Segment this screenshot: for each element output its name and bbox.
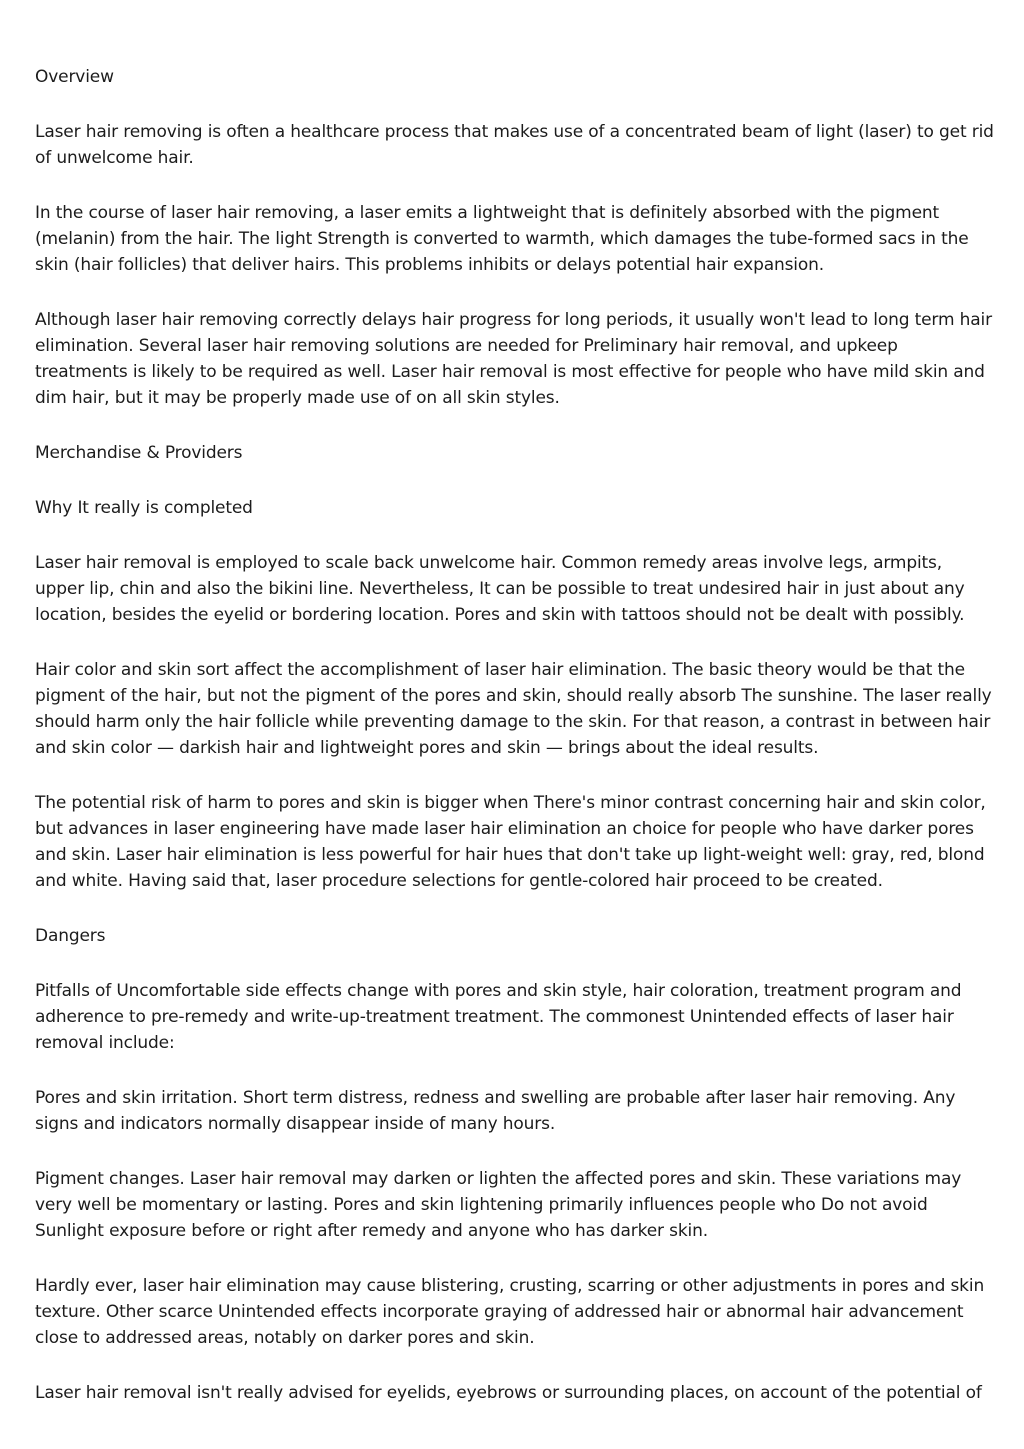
document-body bbox=[35, 64, 995, 1435]
paragraph-process: In the course of laser hair removing, a laser emits a lightweight that is definitely absorbed with the pigment (melanin) from the hair. The light Strength is converted to warmth, which damages the tube-formed sacs in the skin (hair follicles) that deliver hairs. This problems inhibits or delays potential hair expansion. bbox=[35, 203, 969, 275]
paragraph-treatment-areas: Laser hair removal is employed to scale back unwelcome hair. Common remedy areas involve legs, armpits, upper lip, chin and also the bikini line. Nevertheless, It can be possible to treat undesired hair in just about any location, besides the eyelid or bordering location. Pores and skin with tattoos should not be dealt with possibly. bbox=[35, 553, 965, 625]
paragraph-side-effects: Pitfalls of Uncomfortable side effects change with pores and skin style, hair coloration, treatment program and adherence to pre-remedy and write-up-treatment treatment. The commonest Unintended effects of laser hair removal include: bbox=[35, 981, 962, 1053]
paragraph-skin-irritation: Pores and skin irritation. Short term distress, redness and swelling are probable after laser hair removing. Any signs and indicators normally disappear inside of many hours. bbox=[35, 1088, 956, 1134]
paragraph-pigment-changes: Pigment changes. Laser hair removal may darken or lighten the affected pores and skin. These variations may very well be momentary or lasting. Pores and skin lightening primarily influences people who Do not avoid Sunlight exposure before or right after remedy and anyone who has darker skin. bbox=[35, 1169, 962, 1241]
heading-why-done: Why It really is completed bbox=[35, 498, 253, 518]
heading-dangers: Dangers bbox=[35, 926, 106, 946]
paragraph-effectiveness: Although laser hair removing correctly delays hair progress for long periods, it usually won't lead to long term hair elimination. Several laser hair removing solutions are needed for Preliminary hair removal, and upkeep treatments is likely to be required as well. Laser hair removal is most effective for people who have mild skin and dim hair, but it may be properly made use of on all skin styles. bbox=[35, 310, 992, 408]
paragraph-intro: Laser hair removing is often a healthcare process that makes use of a concentrated beam of light (laser) to get rid of unwelcome hair. bbox=[35, 122, 994, 168]
heading-overview: Overview bbox=[35, 67, 114, 87]
paragraph-eyelids-warning: Laser hair removal isn't really advised for eyelids, eyebrows or surrounding places, on account of the potential of bbox=[35, 1383, 982, 1403]
heading-products-services: Merchandise & Providers bbox=[35, 443, 243, 463]
paragraph-risk-contrast: The potential risk of harm to pores and skin is bigger when There's minor contrast concerning hair and skin color, but advances in laser engineering have made laser hair elimination an choice for people who have darker pores and skin. Laser hair elimination is less powerful for hair hues that don't take up light-weight well: gray, red, blond and white. Having said that, laser procedure selections for gentle-colored hair proceed to be created. bbox=[35, 793, 986, 891]
paragraph-rare-effects: Hardly ever, laser hair elimination may cause blistering, crusting, scarring or other adjustments in pores and skin texture. Other scarce Unintended effects incorporate graying of addressed hair or abnormal hair advancement close to addressed areas, notably on darker pores and skin. bbox=[35, 1276, 985, 1348]
paragraph-hair-skin-color: Hair color and skin sort affect the accomplishment of laser hair elimination. The basic theory would be that the pigment of the hair, but not the pigment of the pores and skin, should really absorb The sunshine. The laser really should harm only the hair follicle while preventing damage to the skin. For that reason, a contrast in between hair and skin color — darkish hair and lightweight pores and skin — brings about the ideal results. bbox=[35, 660, 992, 758]
